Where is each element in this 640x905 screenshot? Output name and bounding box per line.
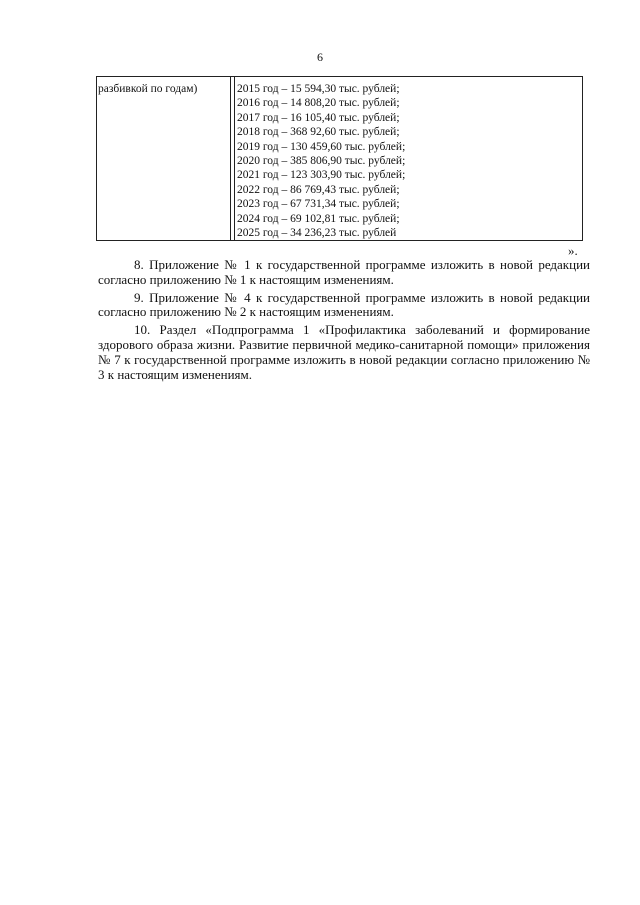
closing-quote: ». — [568, 243, 578, 258]
funding-table-years-cell — [234, 77, 582, 240]
funding-year-2020: 2020 год – 385 806,90 тыс. рублей; — [237, 155, 406, 168]
funding-year-2025: 2025 год – 34 236,23 тыс. рублей — [237, 227, 397, 240]
funding-year-2024: 2024 год – 69 102,81 тыс. рублей; — [237, 212, 400, 225]
funding-year-2023: 2023 год – 67 731,34 тыс. рублей; — [237, 198, 400, 211]
funding-table — [96, 76, 583, 241]
paragraph-10: 10. Раздел «Подпрограмма 1 «Профилактика заболеваний и формирование здорового образа жизни. Развитие первичной медико-санитарной помощи» приложения № 7 к государственной программе изложить в новой редакции согласно приложению № 3 к настоящим изменениям. — [98, 322, 590, 382]
paragraph-8: 8. Приложение № 1 к государственной программе изложить в новой редакции согласно приложению № 1 к настоящим изменениям. — [98, 257, 590, 287]
funding-table-label-cell: разбивкой по годам) — [97, 77, 231, 240]
funding-year-2021: 2021 год – 123 303,90 тыс. рублей; — [237, 169, 406, 182]
amendment-paragraphs — [98, 258, 590, 385]
page-number: 6 — [317, 50, 323, 64]
funding-year-2018: 2018 год – 368 92,60 тыс. рублей; — [237, 126, 400, 139]
funding-year-2017: 2017 год – 16 105,40 тыс. рублей; — [237, 111, 400, 124]
paragraph-9: 9. Приложение № 4 к государственной программе изложить в новой редакции согласно приложению № 2 к настоящим изменениям. — [98, 289, 590, 320]
funding-year-2022: 2022 год – 86 769,43 тыс. рублей; — [237, 183, 400, 196]
funding-year-2019: 2019 год – 130 459,60 тыс. рублей; — [237, 140, 406, 153]
funding-year-2015: 2015 год – 15 594,30 тыс. рублей; — [237, 83, 400, 95]
funding-year-2016: 2016 год – 14 808,20 тыс. рублей; — [237, 97, 400, 110]
